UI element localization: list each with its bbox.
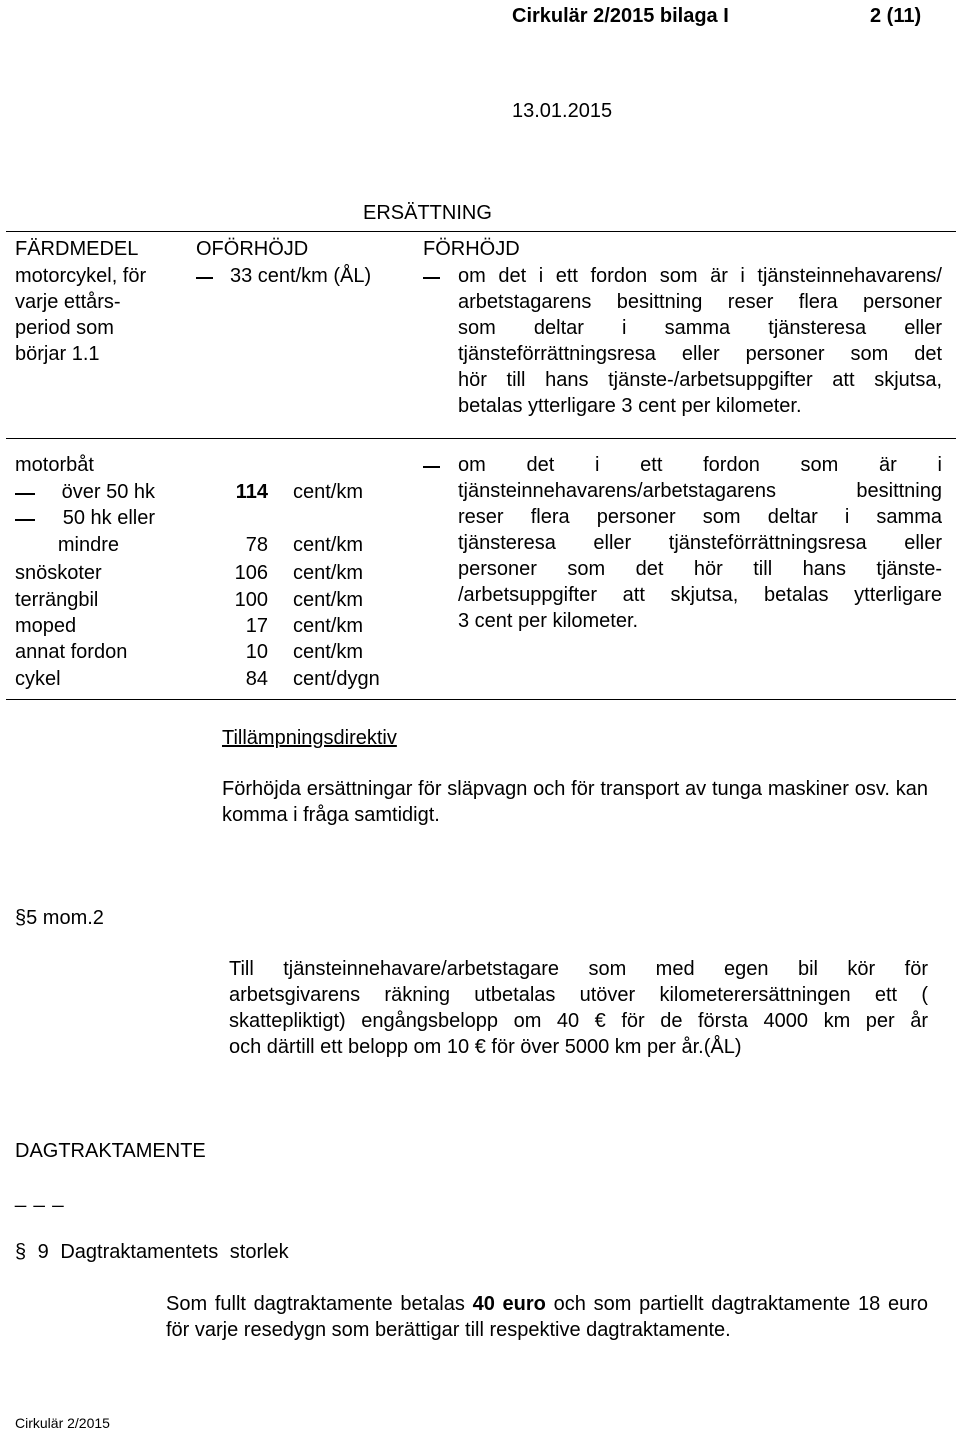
col-header-fardmedel: FÄRDMEDEL [15, 238, 139, 260]
dagtraktamente-marker: _ _ _ [15, 1186, 65, 1208]
dash-marker [423, 277, 440, 279]
section9-heading: § 9 Dagtraktamentets storlek [15, 1241, 289, 1263]
unit-moped: cent/km [293, 615, 364, 637]
vehicle-motorcycle: motorcykel, för varje ettårs- period som börjar 1.1 [15, 265, 147, 365]
header-circular-title: Cirkulär 2/2015 bilaga I [512, 5, 729, 27]
footer-text: Cirkulär 2/2015 [15, 1415, 110, 1431]
section5-heading: §5 mom.2 [15, 907, 104, 929]
dash-marker [196, 277, 213, 279]
rate-motorcycle: 33 cent/km (ÅL) [230, 265, 372, 287]
col-header-forhojd: FÖRHÖJD [423, 238, 520, 260]
vehicle-other: annat fordon [15, 641, 128, 663]
vehicle-moped: moped [15, 615, 77, 637]
amount-moped: 17 [245, 615, 268, 637]
header-page-number: 2 (11) [870, 5, 922, 27]
unit-terrain: cent/km [293, 589, 364, 611]
increase-text-other: om det i ett fordon som är i tjänsteinnehavarens/arbetstagarens besittning reser flera personer som deltar i samma tjänsteresa eller tjänsteförrättningsresa eller personer som det hör till hans tjänste- /arbetsuppgifter att skjutsa, betalas ytterligare 3 cent per kilometer. [458, 454, 942, 632]
dagtraktamente-paragraph: Som fullt dagtraktamente betalas 40 euro och som partiellt dagtraktamente 18 euro för varje resedygn som berättigar till respektive dagtraktamente. [166, 1293, 928, 1341]
directive-heading: Tillämpningsdirektiv [222, 727, 397, 749]
vehicle-boat-under-50: 50 hk eller [62, 507, 155, 529]
vehicle-bicycle: cykel [15, 668, 61, 690]
unit-boat-over: cent/km [293, 481, 364, 503]
unit-other: cent/km [293, 641, 364, 663]
dagtraktamente-heading: DAGTRAKTAMENTE [15, 1140, 206, 1162]
section5-paragraph: Till tjänsteinnehavare/arbetstagare som med egen bil kör för arbetsgivarens räkning utbetalas utöver kilometerersättningen ett ( skattepliktigt) engångsbelopp om 40 € för de första 4000 km per år och därtill ett belopp om 10 € för över 5000 km per år.(ÅL) [229, 958, 928, 1058]
unit-boat-under: cent/km [293, 534, 364, 556]
directive-text: Förhöjda ersättningar för släpvagn och för transport av tunga maskiner osv. kan komma i fråga samtidigt. [222, 778, 928, 826]
unit-snowmobile: cent/km [293, 562, 364, 584]
table-rule-middle [6, 438, 956, 439]
amount-other: 10 [245, 641, 268, 663]
unit-bicycle: cent/dygn [293, 668, 380, 690]
vehicle-snowmobile: snöskoter [15, 562, 102, 584]
vehicle-boat-over-50: över 50 hk [61, 481, 155, 503]
amount-bicycle: 84 [245, 668, 268, 690]
amount-boat-under: 78 [245, 534, 268, 556]
dash-marker [423, 466, 440, 468]
amount-boat-over: 114 [235, 481, 268, 503]
col-header-oforhojd: OFÖRHÖJD [196, 238, 309, 260]
amount-terrain: 100 [234, 589, 268, 611]
vehicle-motorboat: motorbåt [15, 454, 94, 476]
dash-marker [15, 493, 35, 495]
vehicle-boat-under-50-cont: mindre [57, 534, 119, 556]
amount-snowmobile: 106 [234, 562, 268, 584]
table-caption: ERSÄTTNING [363, 202, 492, 224]
header-date: 13.01.2015 [512, 100, 613, 122]
dash-marker [15, 519, 35, 521]
increase-text-motorcycle: om det i ett fordon som är i tjänsteinnehavarens/ arbetstagarens besittning reser flera personer som deltar i samma tjänsteresa eller tjänsteförrättningsresa eller personer som det hör till hans tjänste-/arbetsuppgifter att skjutsa, betalas ytterligare 3 cent per kilometer. [458, 265, 942, 417]
table-rule-bottom [6, 699, 956, 700]
table-rule-top [6, 231, 956, 232]
vehicle-terrain: terrängbil [15, 589, 99, 611]
